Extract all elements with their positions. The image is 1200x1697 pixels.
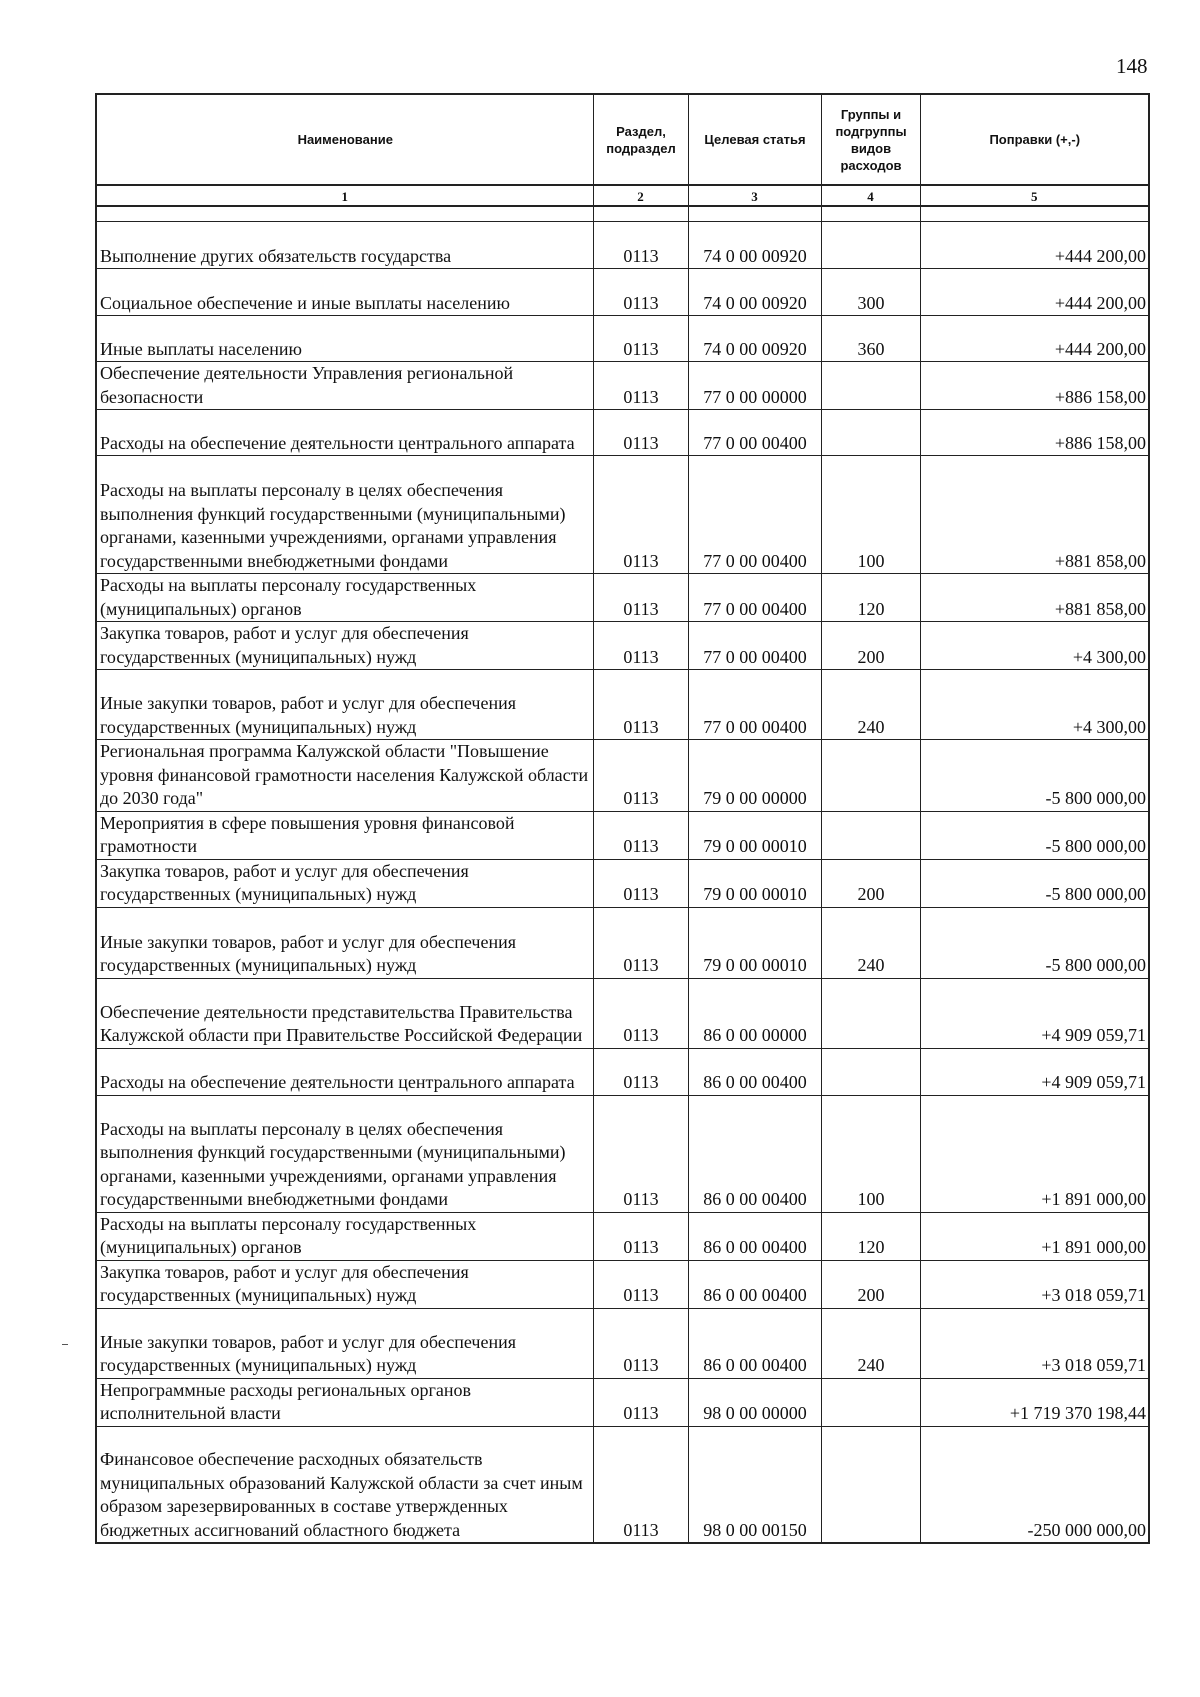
table-row bbox=[96, 740, 1149, 812]
row-expense-group: 300 bbox=[821, 269, 920, 316]
table-row bbox=[96, 1426, 1149, 1543]
header-group: Группы и подгруппы видов расходов bbox=[821, 94, 920, 185]
row-name: Расходы на обеспечение деятельности центрального аппарата bbox=[96, 1048, 593, 1095]
row-section: 0113 bbox=[593, 410, 688, 456]
table-row bbox=[96, 1212, 1149, 1260]
row-target-article: 77 0 00 00400 bbox=[688, 622, 821, 670]
row-section: 0113 bbox=[593, 1378, 688, 1426]
column-number: 3 bbox=[688, 185, 821, 206]
table-row bbox=[96, 811, 1149, 859]
header-amount: Поправки (+,-) bbox=[920, 94, 1149, 185]
row-expense-group: 200 bbox=[821, 1260, 920, 1308]
row-name: Выполнение других обязательств государства bbox=[96, 222, 593, 269]
row-expense-group: 200 bbox=[821, 859, 920, 907]
table-row bbox=[96, 410, 1149, 456]
table-row bbox=[96, 1048, 1149, 1095]
column-numbers-row bbox=[96, 185, 1149, 206]
row-amount: +886 158,00 bbox=[920, 362, 1149, 410]
row-target-article: 77 0 00 00400 bbox=[688, 670, 821, 740]
row-target-article: 98 0 00 00150 bbox=[688, 1426, 821, 1543]
row-expense-group bbox=[821, 222, 920, 269]
column-number: 5 bbox=[920, 185, 1149, 206]
row-amount: +1 719 370 198,44 bbox=[920, 1378, 1149, 1426]
table-row bbox=[96, 1378, 1149, 1426]
table-row bbox=[96, 670, 1149, 740]
row-expense-group bbox=[821, 1426, 920, 1543]
row-amount: +881 858,00 bbox=[920, 574, 1149, 622]
row-amount: +4 300,00 bbox=[920, 670, 1149, 740]
row-expense-group: 360 bbox=[821, 316, 920, 362]
row-name: Закупка товаров, работ и услуг для обеспечения государственных (муниципальных) нужд bbox=[96, 859, 593, 907]
row-section: 0113 bbox=[593, 907, 688, 978]
row-amount: +444 200,00 bbox=[920, 222, 1149, 269]
row-section: 0113 bbox=[593, 1048, 688, 1095]
row-amount: +881 858,00 bbox=[920, 456, 1149, 574]
row-section: 0113 bbox=[593, 859, 688, 907]
row-name: Финансовое обеспечение расходных обязательств муниципальных образований Калужской области за счет иным образом зарезервированных в составе утвержденных бюджетных ассигнований областного бюджета bbox=[96, 1426, 593, 1543]
table-body bbox=[96, 206, 1149, 1543]
row-name: Иные закупки товаров, работ и услуг для обеспечения государственных (муниципальных) нужд bbox=[96, 670, 593, 740]
table-row bbox=[96, 622, 1149, 670]
row-expense-group bbox=[821, 1378, 920, 1426]
row-target-article: 74 0 00 00920 bbox=[688, 316, 821, 362]
table-row bbox=[96, 1095, 1149, 1212]
row-amount: +4 909 059,71 bbox=[920, 1048, 1149, 1095]
row-name: Иные закупки товаров, работ и услуг для обеспечения государственных (муниципальных) нужд bbox=[96, 907, 593, 978]
row-section: 0113 bbox=[593, 1095, 688, 1212]
row-section: 0113 bbox=[593, 1426, 688, 1543]
row-expense-group bbox=[821, 1048, 920, 1095]
page-number: 148 bbox=[1116, 54, 1148, 78]
row-expense-group bbox=[821, 362, 920, 410]
margin-mark bbox=[62, 1344, 68, 1345]
table-row bbox=[96, 456, 1149, 574]
row-target-article: 86 0 00 00400 bbox=[688, 1308, 821, 1378]
row-target-article: 79 0 00 00000 bbox=[688, 740, 821, 812]
row-expense-group bbox=[821, 410, 920, 456]
row-amount: +3 018 059,71 bbox=[920, 1260, 1149, 1308]
row-section: 0113 bbox=[593, 978, 688, 1048]
row-amount: -5 800 000,00 bbox=[920, 811, 1149, 859]
row-section: 0113 bbox=[593, 456, 688, 574]
table-row bbox=[96, 269, 1149, 316]
row-target-article: 79 0 00 00010 bbox=[688, 907, 821, 978]
row-section: 0113 bbox=[593, 1260, 688, 1308]
row-section: 0113 bbox=[593, 269, 688, 316]
row-name: Расходы на выплаты персоналу в целях обеспечения выполнения функций государственными (муниципальными) органами, казенными учреждениями, органами управления государственными внебюджетными фондами bbox=[96, 1095, 593, 1212]
row-expense-group: 240 bbox=[821, 907, 920, 978]
table-row bbox=[96, 978, 1149, 1048]
row-expense-group: 120 bbox=[821, 574, 920, 622]
row-name: Социальное обеспечение и иные выплаты населению bbox=[96, 269, 593, 316]
row-amount: +3 018 059,71 bbox=[920, 1308, 1149, 1378]
table-row bbox=[96, 222, 1149, 269]
row-target-article: 86 0 00 00000 bbox=[688, 978, 821, 1048]
row-target-article: 86 0 00 00400 bbox=[688, 1095, 821, 1212]
row-amount: +444 200,00 bbox=[920, 269, 1149, 316]
row-section: 0113 bbox=[593, 222, 688, 269]
row-target-article: 77 0 00 00400 bbox=[688, 410, 821, 456]
row-target-article: 77 0 00 00400 bbox=[688, 456, 821, 574]
row-target-article: 86 0 00 00400 bbox=[688, 1048, 821, 1095]
row-target-article: 77 0 00 00400 bbox=[688, 574, 821, 622]
row-name: Региональная программа Калужской области "Повышение уровня финансовой грамотности населения Калужской области до 2030 года" bbox=[96, 740, 593, 812]
row-section: 0113 bbox=[593, 1308, 688, 1378]
row-target-article: 74 0 00 00920 bbox=[688, 222, 821, 269]
row-name: Обеспечение деятельности Управления региональной безопасности bbox=[96, 362, 593, 410]
row-section: 0113 bbox=[593, 811, 688, 859]
row-name: Расходы на выплаты персоналу государственных (муниципальных) органов bbox=[96, 1212, 593, 1260]
row-expense-group: 100 bbox=[821, 1095, 920, 1212]
row-target-article: 79 0 00 00010 bbox=[688, 811, 821, 859]
row-amount: +4 909 059,71 bbox=[920, 978, 1149, 1048]
column-number: 2 bbox=[593, 185, 688, 206]
row-expense-group: 120 bbox=[821, 1212, 920, 1260]
row-expense-group bbox=[821, 978, 920, 1048]
row-section: 0113 bbox=[593, 1212, 688, 1260]
table-row bbox=[96, 1260, 1149, 1308]
row-name: Закупка товаров, работ и услуг для обеспечения государственных (муниципальных) нужд bbox=[96, 1260, 593, 1308]
row-name: Иные выплаты населению bbox=[96, 316, 593, 362]
row-section: 0113 bbox=[593, 740, 688, 812]
table-row bbox=[96, 316, 1149, 362]
row-name: Расходы на выплаты персоналу государственных (муниципальных) органов bbox=[96, 574, 593, 622]
row-target-article: 77 0 00 00000 bbox=[688, 362, 821, 410]
table-row bbox=[96, 907, 1149, 978]
row-expense-group bbox=[821, 740, 920, 812]
row-amount: +444 200,00 bbox=[920, 316, 1149, 362]
row-expense-group: 200 bbox=[821, 622, 920, 670]
header-name: Наименование bbox=[96, 94, 593, 185]
row-target-article: 86 0 00 00400 bbox=[688, 1212, 821, 1260]
row-section: 0113 bbox=[593, 574, 688, 622]
row-section: 0113 bbox=[593, 670, 688, 740]
row-target-article: 79 0 00 00010 bbox=[688, 859, 821, 907]
table-row bbox=[96, 1308, 1149, 1378]
header-row bbox=[96, 94, 1149, 185]
row-section: 0113 bbox=[593, 316, 688, 362]
column-number: 4 bbox=[821, 185, 920, 206]
row-expense-group: 240 bbox=[821, 1308, 920, 1378]
table-row bbox=[96, 362, 1149, 410]
row-expense-group: 100 bbox=[821, 456, 920, 574]
row-target-article: 74 0 00 00920 bbox=[688, 269, 821, 316]
header-target: Целевая статья bbox=[688, 94, 821, 185]
table-row bbox=[96, 574, 1149, 622]
row-amount: -5 800 000,00 bbox=[920, 907, 1149, 978]
row-name: Расходы на выплаты персоналу в целях обеспечения выполнения функций государственными (муниципальными) органами, казенными учреждениями, органами управления государственными внебюджетными фондами bbox=[96, 456, 593, 574]
row-expense-group: 240 bbox=[821, 670, 920, 740]
row-expense-group bbox=[821, 811, 920, 859]
row-name: Мероприятия в сфере повышения уровня финансовой грамотности bbox=[96, 811, 593, 859]
row-amount: +886 158,00 bbox=[920, 410, 1149, 456]
row-amount: -5 800 000,00 bbox=[920, 859, 1149, 907]
row-name: Непрограммные расходы региональных органов исполнительной власти bbox=[96, 1378, 593, 1426]
row-amount: +4 300,00 bbox=[920, 622, 1149, 670]
row-amount: +1 891 000,00 bbox=[920, 1212, 1149, 1260]
table-row bbox=[96, 859, 1149, 907]
row-amount: +1 891 000,00 bbox=[920, 1095, 1149, 1212]
row-section: 0113 bbox=[593, 622, 688, 670]
row-amount: -5 800 000,00 bbox=[920, 740, 1149, 812]
row-target-article: 98 0 00 00000 bbox=[688, 1378, 821, 1426]
column-number: 1 bbox=[96, 185, 593, 206]
row-name: Обеспечение деятельности представительства Правительства Калужской области при Правительстве Российской Федерации bbox=[96, 978, 593, 1048]
spacer-row bbox=[96, 206, 1149, 222]
header-section: Раздел, подраздел bbox=[593, 94, 688, 185]
row-name: Иные закупки товаров, работ и услуг для обеспечения государственных (муниципальных) нужд bbox=[96, 1308, 593, 1378]
row-name: Расходы на обеспечение деятельности центрального аппарата bbox=[96, 410, 593, 456]
budget-amendments-table bbox=[95, 93, 1150, 1544]
row-section: 0113 bbox=[593, 362, 688, 410]
row-amount: -250 000 000,00 bbox=[920, 1426, 1149, 1543]
row-name: Закупка товаров, работ и услуг для обеспечения государственных (муниципальных) нужд bbox=[96, 622, 593, 670]
row-target-article: 86 0 00 00400 bbox=[688, 1260, 821, 1308]
